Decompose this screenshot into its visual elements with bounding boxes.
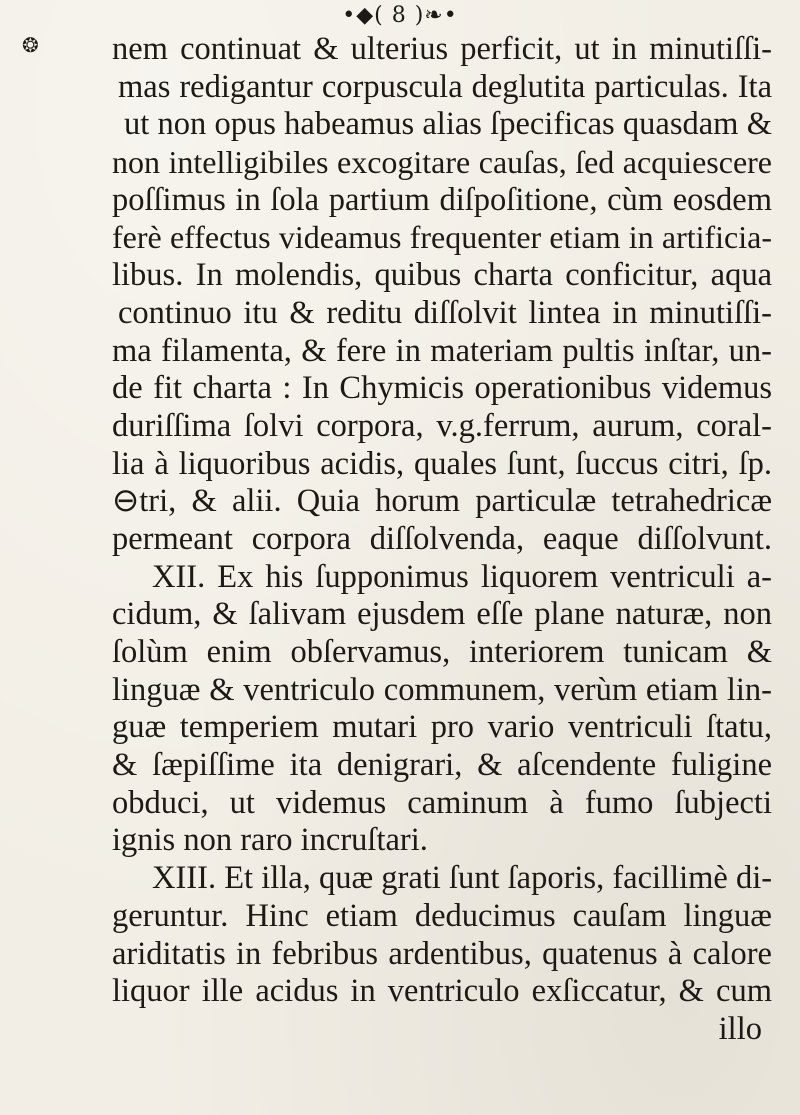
text-line: XIII. Et illa, quæ grati ſunt ſaporis, facillimè di-: [152, 860, 773, 897]
text-line: cidum, & ſalivam ejusdem eſſe plane naturæ, non: [112, 596, 772, 633]
page-header: •◆( 8 )❧•: [342, 3, 458, 28]
text-line: liquor ille acidus in ventriculo exſiccatur, & cum: [112, 973, 772, 1010]
text-line: mas redigantur corpuscula deglutita particulas. Ita: [118, 68, 772, 105]
text-line: continuo itu & reditu diſſolvit lintea in minutiſſi-: [118, 294, 772, 331]
text-line: XII. Ex his ſupponimus liquorem ventriculi a-: [152, 558, 772, 595]
catchword: illo: [718, 1010, 762, 1047]
body-text: [112, 31, 772, 1049]
text-line: ⊖tri, & alii. Quia horum particulæ tetrahedricæ: [112, 483, 772, 520]
text-line: de fit charta : In Chymicis operationibus videmus: [112, 370, 772, 407]
text-line: poſſimus in ſola partium diſpoſitione, cùm eosdem: [112, 181, 772, 218]
text-line: lia à liquoribus acidis, quales ſunt, ſuccus citri, ſp.: [112, 445, 772, 482]
text-line: ferè effectus videamus frequenter etiam in artificia-: [112, 219, 772, 256]
text-line: ut non opus habeamus alias ſpecificas quasdam &: [124, 106, 772, 143]
text-line: obduci, ut videmus caminum à fumo ſubjecti: [112, 784, 772, 821]
text-line: ſolùm enim obſervamus, interiorem tunicam &: [112, 634, 772, 670]
text-line: libus. In molendis, quibus charta conficitur, aqua: [112, 257, 772, 294]
text-line: & ſæpiſſime ita denigrari, & aſcendente fuligine: [112, 747, 772, 784]
text-line: ignis non raro incruſtari.: [112, 822, 428, 859]
margin-ornament: ❂: [22, 33, 39, 57]
text-line: duriſſima ſolvi corpora, v.g.ferrum, aurum, coral-: [112, 407, 772, 444]
text-line: ma filamenta, & fere in materiam pultis inſtar, un-: [112, 332, 772, 369]
text-line: guæ temperiem mutari pro vario ventriculi ſtatu,: [112, 709, 772, 746]
text-line: linguæ & ventriculo communem, verùm etiam lin-: [112, 671, 772, 708]
text-line: geruntur. Hinc etiam deducimus cauſam linguæ: [112, 897, 772, 934]
text-line: nem continuat & ulterius perficit, ut in minutiſſi-: [112, 31, 772, 67]
text-line: non intelligibiles excogitare cauſas, ſed acquiescere: [112, 144, 772, 181]
text-line: ariditatis in febribus ardentibus, quatenus à calore: [112, 935, 772, 972]
text-line: permeant corpora diſſolvenda, eaque diſſolvunt.: [112, 520, 772, 557]
